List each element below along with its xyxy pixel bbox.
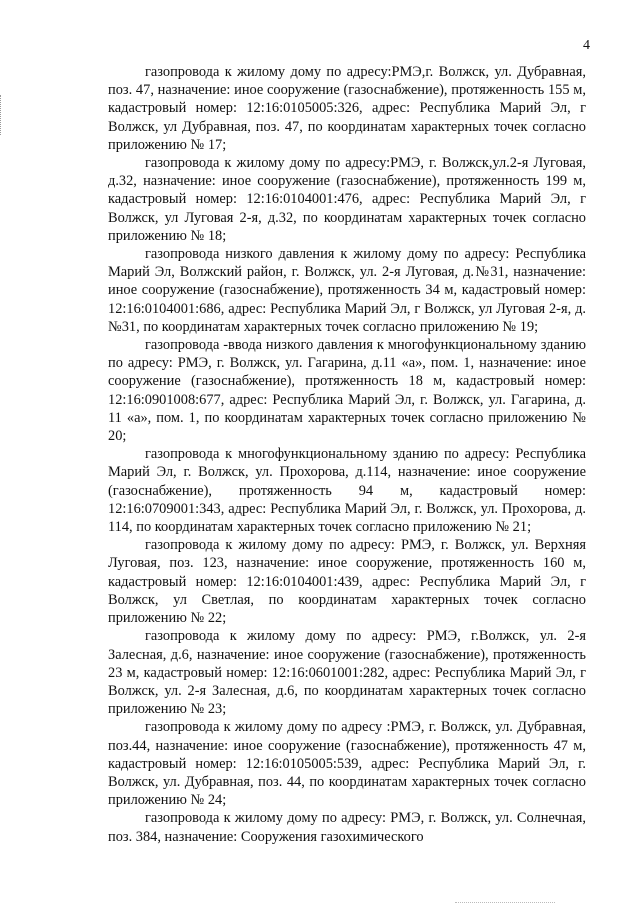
paragraph-18: газопровода к жилому дому по адресу:РМЭ, г. Волжск,ул.2-я Луговая, д.32, назначение: иное сооружение (газоснабжение), протяженность 199 м, кадастровый номер: 12:16:0104001:476, адрес: Республика Марий Эл, г Волжск, ул Луговая 2-я, д.32, по координатам характерных точек согласно приложению № 18; — [108, 155, 586, 244]
paragraph-20: газопровода -ввода низкого давления к многофункциональному зданию по адресу: РМЭ, г. Волжск, ул. Гагарина, д.11 «а», пом. 1, назначение: иное сооружение (газоснабжение), протяженность 18 м, кадастровый номер: 12:16:0901008:677, адрес: Республика Марий Эл, г. Волжск, ул. Гагарина, д. 11 «а», пом. 1, по координатам характерных точек согласно приложению № 20; — [108, 337, 586, 445]
paragraph-25: газопровода к жилому дому по адресу: РМЭ, г. Волжск, ул. Солнечная, поз. 384, назначение: Сооружения газохимического — [108, 810, 586, 845]
paragraph-17: газопровода к жилому дому по адресу:РМЭ,г. Волжск, ул. Дубравная, поз. 47, назначение: иное сооружение (газоснабжение), протяженность 155 м, кадастровый номер: 12:16:0105005:326, адрес: Республика Марий Эл, г Волжск, ул Дубравная, поз. 47, по координатам характерных точек согласно приложению № 17; — [108, 64, 586, 153]
paragraph-23: газопровода к жилому дому по адресу: РМЭ, г.Волжск, ул. 2-я Залесная, д.6, назначение: иное сооружение (газоснабжение), протяженность 23 м, кадастровый номер: 12:16:0601001:282, адрес: Республика Марий Эл, г Волжск, ул. 2-я Залесная, д.6, по координатам характерных точек согласно приложению № 23; — [108, 628, 586, 718]
paragraph-21: газопровода к многофункциональному зданию по адресу: Республика Марий Эл, г. Волжск, ул. Прохорова, д.114, назначение: иное сооружение (газоснабжение), протяженность 94 м, кадастровый номер: 12:16:0709001:343, адрес: Республика Марий Эл, г. Волжск, ул. Прохорова, д. 114, по координатам характерных точек согласно приложению № 21; — [108, 446, 586, 536]
page-number: 4 — [583, 38, 590, 53]
paragraph-22: газопровода к жилому дому по адресу: РМЭ, г. Волжск, ул. Верхняя Луговая, поз. 123, назначение: иное сооружение, протяженность 160 м, кадастровый номер: 12:16:0104001:439, адрес: Республика Марий Эл, г Волжск, ул Светлая, по координатам характерных точек согласно приложению № 22; — [108, 537, 586, 627]
paragraph-24: газопровода к жилому дому по адресу :РМЭ, г. Волжск, ул. Дубравная, поз.44, назначение: иное сооружение (газоснабжение), протяженность 47 м, кадастровый номер: 12:16:0105005:539, адрес: Республика Марий Эл, г. Волжск, ул. Дубравная, поз. 44, по координатам характерных точек согласно приложению № 24; — [108, 719, 586, 809]
document-body — [108, 63, 586, 846]
scan-edge-mark — [0, 95, 4, 135]
paragraph-19: газопровода низкого давления к жилому дому по адресу: Республика Марий Эл, Волжский район, г. Волжск, ул. 2-я Луговая, д.№31, назначение: иное сооружение (газоснабжение), протяженность 34 м, кадастровый номер: 12:16:0104001:686, адрес: Республика Марий Эл, г Волжск, ул Луговая 2-я, д.№31, по координатам характерных точек согласно приложению № 19; — [108, 246, 586, 335]
